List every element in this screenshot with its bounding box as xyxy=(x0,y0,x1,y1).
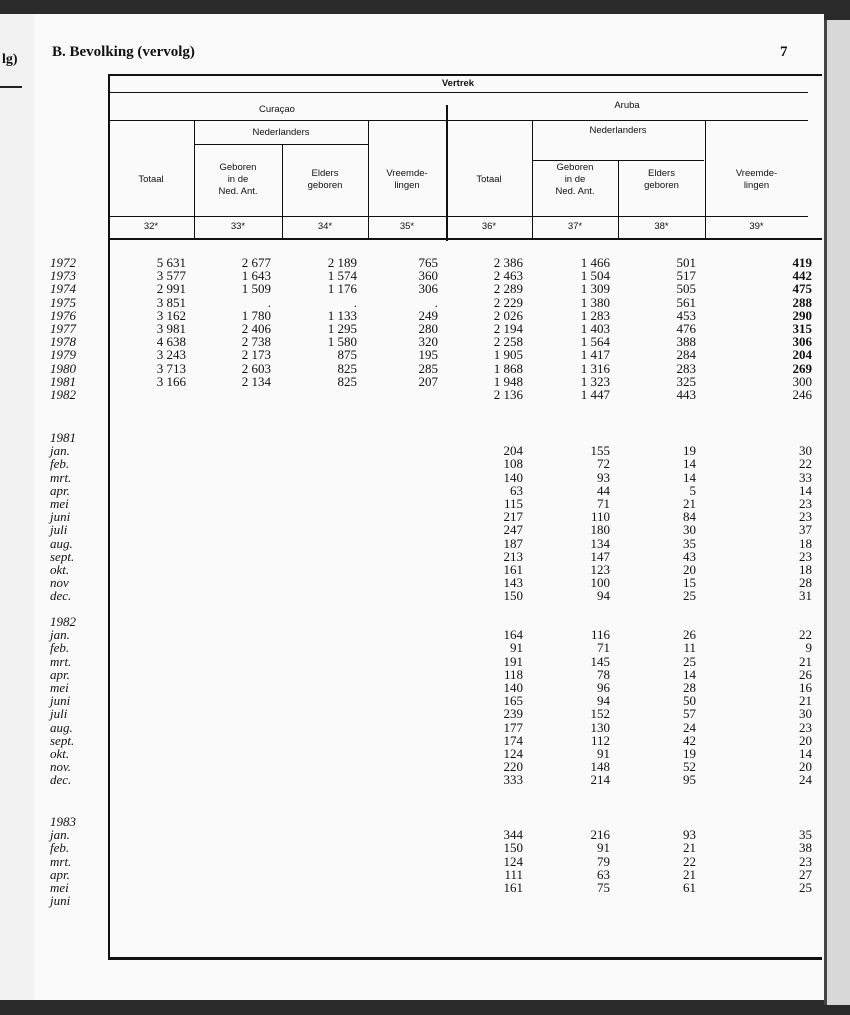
table-cell: 123 xyxy=(590,562,610,577)
table-cell: 220 xyxy=(503,759,523,775)
table-cell: 14 xyxy=(799,746,812,761)
row-label: feb. xyxy=(50,456,70,472)
table-cell: 1 176 xyxy=(327,281,357,297)
table-cell: 204 xyxy=(503,443,523,459)
table-cell: 14 xyxy=(683,666,696,682)
row-label: juli xyxy=(50,706,68,722)
row-label: juni xyxy=(50,509,71,525)
row-label: jan. xyxy=(50,627,70,643)
table-cell: 2 738 xyxy=(241,334,271,350)
table-cell: 16 xyxy=(799,680,812,695)
table-cell: 3 243 xyxy=(156,347,186,363)
table-cell: 2 258 xyxy=(493,334,523,350)
table-cell: 195 xyxy=(418,347,438,363)
table-cell: 42 xyxy=(683,732,696,748)
table-cell: 561 xyxy=(676,294,696,310)
table-cell: 2 189 xyxy=(327,255,357,270)
table-cell: 1 580 xyxy=(327,334,357,350)
table-cell: 95 xyxy=(683,772,696,788)
row-label: jan. xyxy=(50,827,70,843)
table-cell: 21 xyxy=(799,653,812,669)
header-bottom-rule xyxy=(108,238,822,240)
table-cell: 71 xyxy=(597,640,610,656)
row-label: 1977 xyxy=(50,321,76,336)
table-cell: 25 xyxy=(799,880,812,895)
table-cell: 91 xyxy=(510,640,523,656)
table-cell: 11 xyxy=(683,640,696,656)
row-label: mrt. xyxy=(50,469,72,485)
table-cell: 217 xyxy=(503,509,523,525)
column-header-line: Totaal xyxy=(138,174,164,185)
table-cell: 517 xyxy=(676,268,696,284)
divider xyxy=(108,92,808,93)
table-cell: 1 905 xyxy=(493,347,523,363)
row-label: apr. xyxy=(50,866,70,882)
table-cell: 875 xyxy=(337,347,357,363)
table-cell: 320 xyxy=(418,334,438,350)
table-cell: 94 xyxy=(597,693,610,709)
table-top-rule xyxy=(108,74,822,76)
table-cell: 442 xyxy=(792,268,812,284)
table-cell: 111 xyxy=(504,866,523,882)
table-cell: 25 xyxy=(683,588,696,604)
table-cell: 79 xyxy=(597,853,610,869)
table-cell: 285 xyxy=(418,360,438,376)
table-cell: 130 xyxy=(590,719,610,735)
column-header-line: Vreemde- xyxy=(386,168,428,179)
subgroup-nederlanders-curacao: Nederlanders xyxy=(252,127,310,138)
column-header-line: geboren xyxy=(644,180,679,191)
table-cell: 475 xyxy=(792,281,812,297)
table-cell: 150 xyxy=(503,840,523,856)
table-cell: 19 xyxy=(683,443,696,459)
table-cell: 4 638 xyxy=(156,334,186,350)
table-cell: 283 xyxy=(676,360,696,376)
table-cell: 20 xyxy=(799,732,812,748)
column-number: 37* xyxy=(567,221,583,232)
column-header-line: Totaal xyxy=(476,174,502,185)
table-cell: 23 xyxy=(799,719,812,735)
table-cell: 300 xyxy=(792,373,812,389)
table-cell: 2 134 xyxy=(241,373,271,389)
table-cell: 63 xyxy=(510,482,523,498)
table-cell: 2 194 xyxy=(493,321,523,336)
table-cell: 21 xyxy=(683,866,696,882)
table-cell: 1 780 xyxy=(241,307,271,323)
section-title: B. Bevolking (vervolg) xyxy=(52,44,195,60)
table-cell: 14 xyxy=(683,456,696,472)
table-cell: 5 631 xyxy=(156,255,186,270)
table-cell: 3 981 xyxy=(156,321,186,336)
table-cell: 280 xyxy=(418,321,438,336)
column-number: 34* xyxy=(317,221,333,232)
table-cell: 22 xyxy=(683,853,696,869)
table-cell: 2 136 xyxy=(493,387,523,402)
row-label: nov xyxy=(50,575,69,591)
table-cell: . xyxy=(353,294,357,310)
column-header-line: in de xyxy=(564,174,586,185)
table-cell: 19 xyxy=(683,746,696,761)
table-cell: 9 xyxy=(805,640,812,656)
table-cell: 325 xyxy=(676,373,696,389)
table-cell: 75 xyxy=(597,880,610,895)
table-cell: 21 xyxy=(683,840,696,856)
table-cell: 150 xyxy=(503,588,523,604)
table-cell: 96 xyxy=(597,680,610,695)
column-header-line: Geboren xyxy=(219,162,257,173)
table-cell: 22 xyxy=(799,627,812,643)
table-cell: 43 xyxy=(683,548,696,564)
table-cell: 61 xyxy=(683,880,696,895)
table-cell: 18 xyxy=(799,562,812,577)
table-cell: 476 xyxy=(676,321,696,336)
table-cell: 1 417 xyxy=(580,347,610,363)
row-label: 1979 xyxy=(50,347,76,363)
row-label: juni xyxy=(50,693,71,709)
table-cell: 100 xyxy=(590,575,610,591)
table-cell: 30 xyxy=(799,443,812,459)
row-label: 1974 xyxy=(50,281,76,297)
column-header-line: lingen xyxy=(743,180,770,191)
table-cell: 116 xyxy=(590,627,610,643)
table-bottom-rule xyxy=(108,957,822,960)
row-label: 1980 xyxy=(50,360,76,376)
table-cell: 148 xyxy=(590,759,610,775)
table-cell: 108 xyxy=(503,456,523,472)
row-label: feb. xyxy=(50,640,70,656)
row-label: mrt. xyxy=(50,653,72,669)
column-header-line: Ned. Ant. xyxy=(218,186,258,197)
table-cell: 333 xyxy=(503,772,523,788)
row-label: apr. xyxy=(50,482,70,498)
table-cell: 33 xyxy=(799,469,812,485)
row-label: nov. xyxy=(50,759,72,775)
table-cell: 214 xyxy=(590,772,610,788)
table-cell: 18 xyxy=(799,535,812,551)
table-cell: 246 xyxy=(792,387,812,402)
table-cell: 1 295 xyxy=(327,321,357,336)
table-cell: 115 xyxy=(503,496,523,511)
table-cell: 5 xyxy=(689,482,696,498)
row-label: dec. xyxy=(50,772,72,788)
column-header-line: in de xyxy=(227,174,249,185)
table-cell: 3 166 xyxy=(156,373,186,389)
subgroup-nederlanders-aruba: Nederlanders xyxy=(589,125,647,136)
table-cell: 2 229 xyxy=(493,294,523,310)
table-cell: 2 991 xyxy=(156,281,186,297)
table-cell: 20 xyxy=(799,759,812,775)
table-cell: 23 xyxy=(799,853,812,869)
table-cell: 213 xyxy=(503,548,523,564)
table-cell: 443 xyxy=(676,387,696,402)
table-cell: 134 xyxy=(590,535,610,551)
table-cell: 94 xyxy=(597,588,610,604)
table-cell: 344 xyxy=(503,827,523,843)
table-cell: 14 xyxy=(799,482,812,498)
table-cell: 1 133 xyxy=(327,307,357,323)
table-cell: 2 026 xyxy=(493,307,523,323)
divider xyxy=(108,120,446,121)
table-cell: 35 xyxy=(799,827,812,843)
table-cell: 37 xyxy=(799,522,812,538)
table-cell: 315 xyxy=(792,321,812,336)
table-cell: 147 xyxy=(590,548,610,564)
table-cell: 269 xyxy=(792,360,812,376)
book-edge xyxy=(824,20,850,1005)
table-cell: 239 xyxy=(503,706,523,722)
table-cell: 30 xyxy=(683,522,696,538)
table-cell: 1 564 xyxy=(580,334,610,350)
column-number: 33* xyxy=(230,221,246,232)
table-cell: 44 xyxy=(597,482,610,498)
table-cell: 177 xyxy=(503,719,523,735)
row-label: okt. xyxy=(50,562,70,577)
table-cell: 290 xyxy=(792,307,812,323)
divider xyxy=(446,120,808,121)
table-cell: 3 162 xyxy=(156,307,186,323)
table-cell: 187 xyxy=(503,535,523,551)
table-cell: 124 xyxy=(503,746,523,761)
table-cell: 1 283 xyxy=(580,307,610,323)
table-cell: 124 xyxy=(503,853,523,869)
table-cell: . xyxy=(267,294,271,310)
column-header-line: Ned. Ant. xyxy=(555,186,595,197)
row-label: dec. xyxy=(50,588,72,604)
table-cell: 161 xyxy=(503,880,523,895)
table-cell: 140 xyxy=(503,469,523,485)
table-cell: 825 xyxy=(337,360,357,376)
row-label: okt. xyxy=(50,746,70,761)
table-cell: 1 447 xyxy=(580,387,610,402)
table-cell: 288 xyxy=(792,294,812,310)
column-number: 36* xyxy=(481,221,497,232)
row-label: 1973 xyxy=(50,268,76,284)
column-header-line: Geboren xyxy=(556,162,594,173)
table-cell: 1 323 xyxy=(580,373,610,389)
table-cell: 3 577 xyxy=(156,268,186,284)
table-cell: 765 xyxy=(418,255,438,270)
adjacent-page-fragment: lg) xyxy=(2,52,18,67)
table-cell: 501 xyxy=(676,255,696,270)
row-label: juli xyxy=(50,522,68,538)
table-cell: . xyxy=(434,294,438,310)
region-curacao: Curaçao xyxy=(259,104,295,115)
row-label: sept. xyxy=(50,548,75,564)
page-number: 7 xyxy=(780,44,788,60)
table-cell: 20 xyxy=(683,562,696,577)
table-cell: 1 403 xyxy=(580,321,610,336)
table-cell: 22 xyxy=(799,456,812,472)
table-cell: 27 xyxy=(799,866,812,882)
row-label: juni xyxy=(50,893,71,909)
table-cell: 38 xyxy=(799,840,812,856)
row-label: 1972 xyxy=(50,255,76,270)
table-cell: 31 xyxy=(799,588,812,604)
table-cell: 216 xyxy=(590,827,610,843)
table-cell: 145 xyxy=(590,653,610,669)
table-cell: 180 xyxy=(590,522,610,538)
table-cell: 1 948 xyxy=(493,373,523,389)
row-label: jan. xyxy=(50,443,70,459)
group-label: 1982 xyxy=(50,614,76,629)
table-cell: 84 xyxy=(683,509,696,525)
row-label: 1976 xyxy=(50,307,76,323)
row-label: 1981 xyxy=(50,373,76,389)
divider xyxy=(108,216,808,217)
row-label: 1978 xyxy=(50,334,76,350)
table-cell: 2 289 xyxy=(493,281,523,297)
table-cell: 3 851 xyxy=(156,294,186,310)
table-cell: 207 xyxy=(418,373,438,389)
row-label: mei xyxy=(50,680,69,695)
table-cell: 57 xyxy=(683,706,696,722)
table-cell: 63 xyxy=(597,866,610,882)
divider xyxy=(194,144,368,145)
row-label: aug. xyxy=(50,719,73,735)
table-cell: 419 xyxy=(792,255,812,270)
table-cell: 191 xyxy=(503,653,523,669)
table-cell: 306 xyxy=(792,334,812,350)
table-cell: 26 xyxy=(799,666,812,682)
table-cell: 247 xyxy=(503,522,523,538)
table-cell: 21 xyxy=(683,496,696,511)
table-cell: 204 xyxy=(792,347,812,363)
column-number: 39* xyxy=(749,221,764,232)
table-cell: 1 380 xyxy=(580,294,610,310)
table-cell: 155 xyxy=(590,443,610,459)
table-cell: 24 xyxy=(683,719,696,735)
row-label: aug. xyxy=(50,535,73,551)
table-cell: 2 386 xyxy=(493,255,523,270)
table-cell: 1 466 xyxy=(580,255,610,270)
row-label: feb. xyxy=(50,840,70,856)
table-cell: 93 xyxy=(683,827,696,843)
table-cell: 118 xyxy=(503,666,523,682)
column-header-line: Vreemde- xyxy=(735,168,778,179)
table-cell: 112 xyxy=(590,732,610,748)
row-label: sept. xyxy=(50,732,75,748)
group-label: 1981 xyxy=(50,430,76,445)
table-cell: 825 xyxy=(337,373,357,389)
table-cell: 91 xyxy=(597,840,610,856)
table-cell: 143 xyxy=(503,575,523,591)
table-cell: 28 xyxy=(683,680,696,695)
table-cell: 1 509 xyxy=(241,281,271,297)
table-cell: 23 xyxy=(799,496,812,511)
adjacent-page-edge xyxy=(0,14,36,1000)
table-cell: 388 xyxy=(676,334,696,350)
table-cell: 306 xyxy=(418,281,438,297)
table-cell: 71 xyxy=(597,496,610,511)
table-cell: 24 xyxy=(799,772,812,788)
table-cell: 1 504 xyxy=(580,268,610,284)
table-cell: 28 xyxy=(799,575,812,591)
row-label: mei xyxy=(50,880,69,895)
column-header-line: Elders xyxy=(648,168,675,179)
table-cell: 110 xyxy=(590,509,610,525)
table-cell: 50 xyxy=(683,693,696,709)
table-cell: 23 xyxy=(799,548,812,564)
table-cell: 284 xyxy=(676,347,696,363)
table-cell: 249 xyxy=(418,307,438,323)
table-cell: 140 xyxy=(503,680,523,695)
table-cell: 505 xyxy=(676,281,696,297)
table-cell: 25 xyxy=(683,653,696,669)
row-label: mei xyxy=(50,496,69,511)
table-cell: 165 xyxy=(503,693,523,709)
table-cell: 152 xyxy=(590,706,610,722)
group-label: 1983 xyxy=(50,814,76,829)
table-cell: 93 xyxy=(597,469,610,485)
table-cell: 1 316 xyxy=(580,360,610,376)
table-cell: 164 xyxy=(503,627,523,643)
region-aruba: Aruba xyxy=(614,100,640,111)
column-header-line: Elders xyxy=(311,168,339,179)
table-cell: 21 xyxy=(799,693,812,709)
table-cell: 2 603 xyxy=(241,360,271,376)
column-number: 35* xyxy=(399,221,415,232)
table-cell: 174 xyxy=(503,732,523,748)
table-cell: 91 xyxy=(597,746,610,761)
table-cell: 52 xyxy=(683,759,696,775)
table-cell: 161 xyxy=(503,562,523,577)
table-cell: 78 xyxy=(597,666,610,682)
table-cell: 23 xyxy=(799,509,812,525)
column-number: 38* xyxy=(654,221,669,232)
table-cell: 26 xyxy=(683,627,696,643)
table-cell: 453 xyxy=(676,307,696,323)
divider xyxy=(0,86,22,88)
table-cell: 30 xyxy=(799,706,812,722)
table-cell: 1 643 xyxy=(241,268,271,284)
table-left-rule xyxy=(108,74,110,958)
column-number: 32* xyxy=(143,221,159,232)
table-cell: 15 xyxy=(683,575,696,591)
table-cell: 2 406 xyxy=(241,321,271,336)
table-cell: 14 xyxy=(683,469,696,485)
table-cell: 1 574 xyxy=(327,268,357,284)
table-cell: 72 xyxy=(597,456,610,472)
row-label: apr. xyxy=(50,666,70,682)
table-cell: 1 868 xyxy=(493,360,523,376)
table-cell: 2 677 xyxy=(241,255,271,270)
table-cell: 3 713 xyxy=(156,360,186,376)
row-label: mrt. xyxy=(50,853,72,869)
table-cell: 360 xyxy=(418,268,438,284)
table-cell: 2 463 xyxy=(493,268,523,284)
table-cell: 2 173 xyxy=(241,347,271,363)
row-label: 1975 xyxy=(50,294,76,310)
column-header-line: lingen xyxy=(394,180,420,191)
row-label: 1982 xyxy=(50,387,76,402)
table-cell: 1 309 xyxy=(580,281,610,297)
table-title: Vertrek xyxy=(441,78,475,89)
column-header-line: geboren xyxy=(307,180,343,191)
table-cell: 35 xyxy=(683,535,696,551)
